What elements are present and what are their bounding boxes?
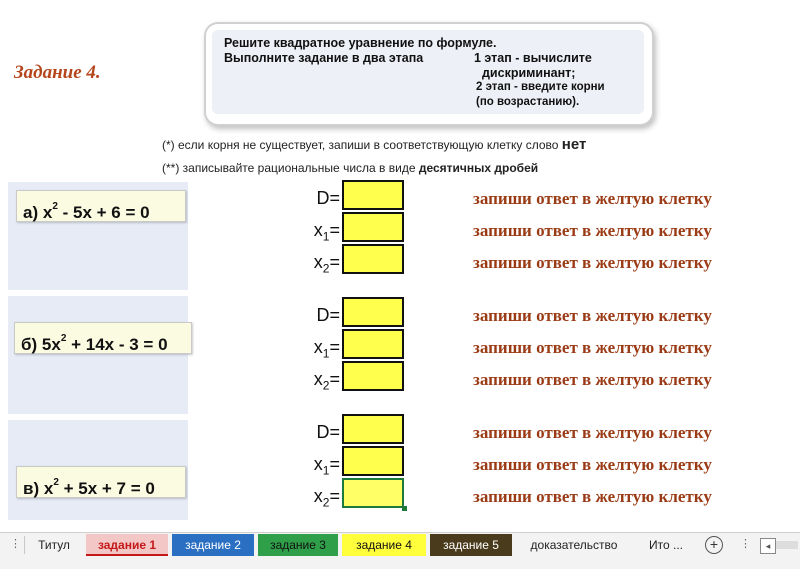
answer-cell-x2-a[interactable] bbox=[342, 244, 404, 274]
answer-cell-d-a[interactable] bbox=[342, 180, 404, 210]
label-x2-a: $x_2=$ bbox=[313, 252, 340, 276]
hint-x1-a: запиши ответ в желтую клетку bbox=[473, 221, 712, 240]
equation-a-prefix: а) bbox=[23, 203, 39, 222]
equation-c-prefix: в) bbox=[23, 479, 40, 498]
instruction-box bbox=[204, 22, 654, 126]
label-discriminant-c: D= bbox=[316, 422, 340, 442]
answer-cell-x1-c[interactable] bbox=[342, 446, 404, 476]
task-title: Задание 4. bbox=[14, 62, 101, 83]
tab-zadanie-4[interactable]: задание 4 bbox=[342, 534, 426, 556]
label-x1-b: $x_1=$ bbox=[313, 337, 340, 361]
instruction-line-1: Решите квадратное уравнение по формуле. bbox=[224, 36, 497, 50]
equation-c-rest: + 5x + 7 = 0 bbox=[63, 479, 155, 498]
hint-x2-a: запиши ответ в желтую клетку bbox=[473, 253, 712, 272]
answer-cell-x2-c[interactable] bbox=[342, 478, 404, 508]
horizontal-scrollbar[interactable] bbox=[776, 541, 798, 549]
label-x1-a: $x_1=$ bbox=[313, 220, 340, 244]
instruction-line-5: (по возрастанию). bbox=[476, 96, 580, 108]
note-decimals-bold: десятичных дробей bbox=[418, 161, 539, 175]
note-no-root bbox=[162, 136, 586, 153]
hint-x1-c: запиши ответ в желтую клетку bbox=[473, 455, 712, 474]
equation-b-rest: + 14x - 3 = 0 bbox=[71, 335, 168, 354]
equation-a-rest: - 5x + 6 = 0 bbox=[62, 203, 150, 222]
problem-panel-c bbox=[8, 420, 188, 520]
label-discriminant-b: D= bbox=[316, 305, 340, 325]
equation-c-lead: x bbox=[43, 479, 54, 498]
note-decimals-text: (**) записывайте рациональные числа в виде bbox=[162, 161, 416, 175]
equation-b-prefix: б) bbox=[21, 335, 38, 354]
answer-cell-x1-a[interactable] bbox=[342, 212, 404, 242]
tab-zadanie-2[interactable]: задание 2 bbox=[172, 534, 254, 556]
tab-more[interactable]: Ито ... bbox=[649, 538, 683, 552]
equation-b bbox=[14, 322, 192, 354]
hint-x2-c: запиши ответ в желтую клетку bbox=[473, 487, 712, 506]
equation-a-exponent: 2 bbox=[52, 201, 58, 212]
instruction-line-3: дискриминант; bbox=[482, 66, 576, 80]
hint-d-c: запиши ответ в желтую клетку bbox=[473, 423, 712, 442]
problem-panel-b bbox=[8, 296, 188, 414]
equation-a bbox=[16, 190, 186, 222]
scroll-separator-icon: ⋮ bbox=[740, 538, 751, 550]
problem-panel-a bbox=[8, 182, 188, 290]
instruction-line-2b: 1 этап - вычислите bbox=[474, 51, 592, 65]
tab-separator bbox=[24, 536, 25, 554]
hint-d-a: запиши ответ в желтую клетку bbox=[473, 189, 712, 208]
equation-c-exponent: 2 bbox=[53, 477, 59, 488]
scroll-left-button[interactable]: ◂ bbox=[760, 538, 776, 554]
label-x2-c: $x_2=$ bbox=[313, 486, 340, 510]
answer-cell-x2-b[interactable] bbox=[342, 361, 404, 391]
equation-c bbox=[16, 466, 186, 498]
instruction-line-2a: Выполните задание в два этапа bbox=[224, 51, 424, 65]
answer-cell-d-c[interactable] bbox=[342, 414, 404, 444]
add-sheet-button[interactable]: + bbox=[705, 536, 723, 554]
label-discriminant-a: D= bbox=[316, 188, 340, 208]
tab-dokazatelstvo[interactable]: доказательство bbox=[530, 538, 618, 552]
note-no-root-text: (*) если корня не существует, запиши в соответствующую клетку слово bbox=[162, 138, 559, 152]
tab-zadanie-1[interactable]: задание 1 bbox=[86, 534, 168, 556]
hint-d-b: запиши ответ в желтую клетку bbox=[473, 306, 712, 325]
note-no-root-word: нет bbox=[561, 136, 587, 153]
instruction-inner bbox=[212, 30, 644, 114]
equation-b-exponent: 2 bbox=[60, 333, 67, 344]
equation-b-lead: 5x bbox=[41, 335, 61, 354]
instruction-line-4: 2 этап - введите корни bbox=[476, 81, 605, 93]
label-x1-c: $x_1=$ bbox=[313, 454, 340, 478]
note-decimals bbox=[162, 161, 538, 175]
fill-handle[interactable] bbox=[402, 506, 407, 511]
hint-x2-b: запиши ответ в желтую клетку bbox=[473, 370, 712, 389]
label-x2-b: $x_2=$ bbox=[313, 369, 340, 393]
tab-zadanie-5[interactable]: задание 5 bbox=[430, 534, 512, 556]
hint-x1-b: запиши ответ в желтую клетку bbox=[473, 338, 712, 357]
answer-cell-x1-b[interactable] bbox=[342, 329, 404, 359]
answer-cell-d-b[interactable] bbox=[342, 297, 404, 327]
tab-titul[interactable]: Титул bbox=[38, 538, 70, 552]
tab-nav-separator-icon: ⋮ bbox=[10, 538, 21, 550]
equation-a-lead: x bbox=[42, 203, 53, 222]
tab-zadanie-3[interactable]: задание 3 bbox=[258, 534, 338, 556]
